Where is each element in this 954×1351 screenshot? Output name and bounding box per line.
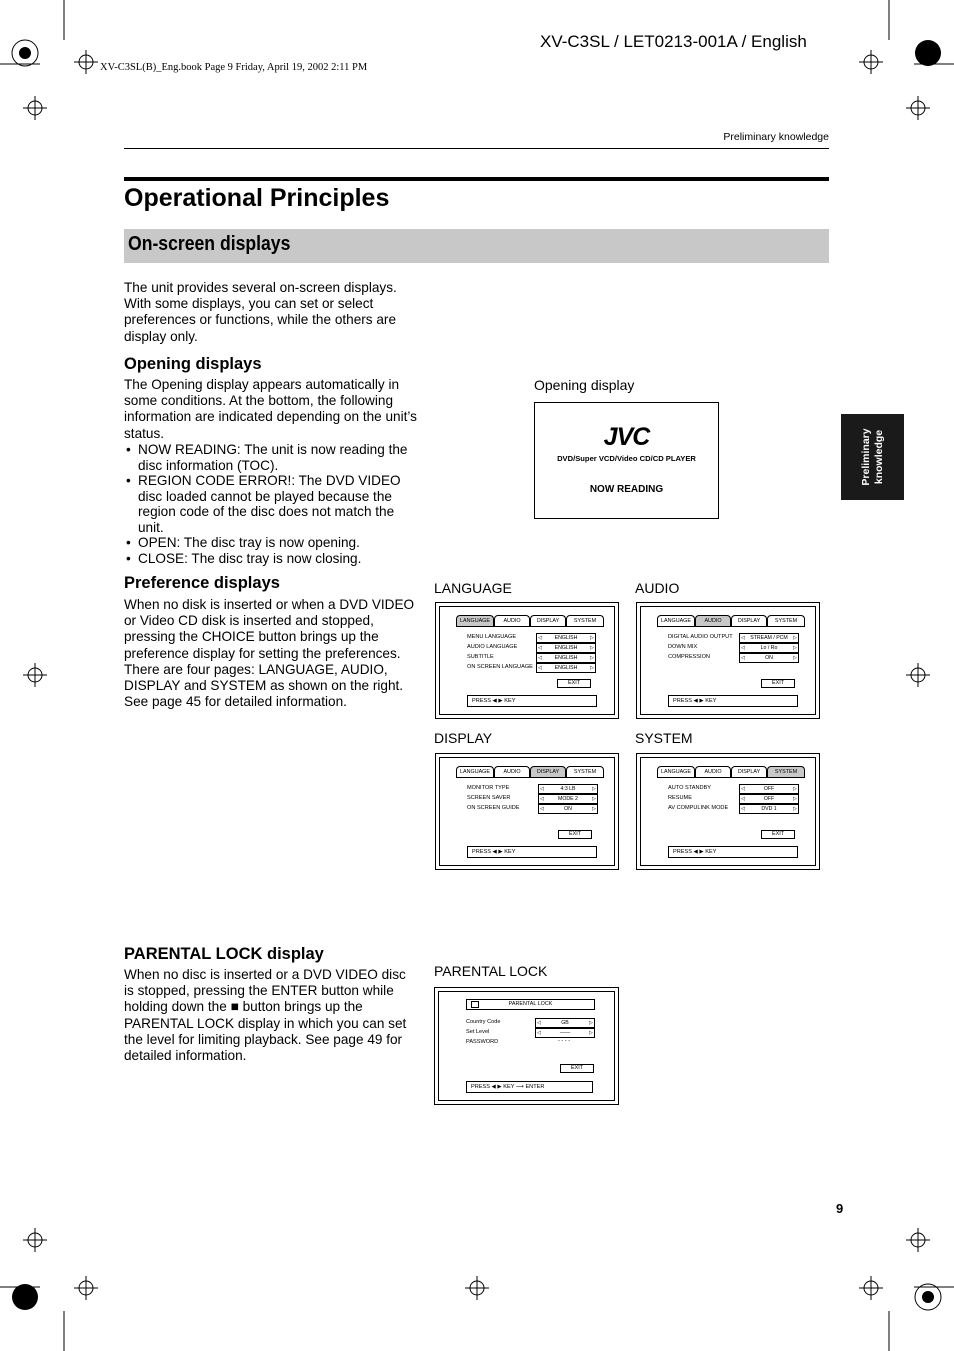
press-key-hint: PRESS ◀ ▶ KEY ⟶ ENTER [466, 1081, 593, 1093]
exit-button: EXIT [558, 830, 592, 839]
exit-button: EXIT [761, 679, 795, 688]
screen-frame [439, 757, 615, 866]
setting-label: DOWN MIX [668, 644, 698, 650]
setting-value: ◁ MODE 2 ▷ [540, 796, 596, 802]
screen-frame [640, 606, 816, 715]
opening-heading: Opening displays [124, 355, 262, 373]
setting-value: ◁ —— ▷ [537, 1030, 593, 1036]
setting-value: ◁ STREAM / PCM ▷ [741, 635, 797, 641]
side-tab-line2: knowledge [872, 429, 885, 485]
opening-display-screen [534, 402, 719, 519]
opening-paragraph: The Opening display appears automatically in some conditions. At the bottom, the following information are indicated depending on the unit’s status. [124, 377, 417, 441]
section-label: Preliminary knowledge [723, 131, 829, 143]
tab-language: LANGUAGE [456, 615, 494, 626]
header-rule [124, 148, 829, 149]
setting-value: ◁ DVD 1 ▷ [741, 806, 797, 812]
screen-frame [438, 991, 615, 1101]
exit-button: EXIT [761, 830, 795, 839]
parental-lock-title: PARENTAL LOCK [466, 999, 595, 1010]
setting-value: ◁ ON ▷ [741, 655, 797, 661]
jvc-logo: JVC [603, 423, 650, 451]
setting-label: SCREEN SAVER [467, 795, 511, 801]
preference-paragraph: When no disk is inserted or when a DVD VIDEO or Video CD disk is inserted and stopped, pressing the CHOICE button brings up the preference display for setting the preferences. There are four pages: LANGUAGE, AUDIO, DISPLAY and SYSTEM as shown on the right. See page 45 for detailed information. [124, 597, 415, 710]
section-subtitle: On-screen displays [128, 233, 291, 255]
language-caption: LANGUAGE [434, 580, 512, 596]
title-bar [124, 177, 829, 181]
parental-lock-caption: PARENTAL LOCK [434, 963, 548, 979]
stop-icon: ■ [230, 999, 239, 1015]
press-key-hint: PRESS ◀ ▶ KEY [668, 846, 798, 858]
setting-value: ◁ GB ▷ [537, 1020, 593, 1026]
press-key-hint: PRESS ◀ ▶ KEY [467, 695, 597, 707]
setting-value: ◁ ENGLISH ▷ [538, 655, 594, 661]
opening-display-caption: Opening display [534, 377, 635, 393]
audio-caption: AUDIO [635, 580, 680, 596]
language-preference-screen [435, 602, 619, 719]
setting-value: ◁ OFF ▷ [741, 796, 797, 802]
audio-preference-screen [636, 602, 820, 719]
tab-system: SYSTEM [767, 615, 805, 626]
setting-label: AV COMPULINK MODE [668, 805, 729, 811]
setting-label: ON SCREEN LANGUAGE [467, 664, 533, 670]
exit-button: EXIT [557, 679, 591, 688]
press-key-hint: PRESS ◀ ▶ KEY [467, 846, 597, 858]
setting-label: ON SCREEN GUIDE [467, 805, 520, 811]
setting-value: ◁ 4:3 LB ▷ [540, 786, 596, 792]
setting-value: ◁ ENGLISH ▷ [538, 645, 594, 651]
tab-display: DISPLAY [731, 766, 767, 777]
tab-display: DISPLAY [530, 766, 566, 777]
display-preference-screen [435, 753, 619, 870]
parental-paragraph [124, 967, 419, 1064]
intro-paragraph: The unit provides several on-screen displays. With some displays, you can set or select preferences or functions, while the others are display only. [124, 280, 397, 344]
tab-audio: AUDIO [494, 615, 530, 626]
setting-label: AUTO STANDBY [668, 785, 711, 791]
system-preference-screen [636, 753, 820, 870]
tab-audio: AUDIO [695, 615, 731, 626]
tab-language: LANGUAGE [456, 766, 494, 777]
preference-heading: Preference displays [124, 574, 280, 592]
press-key-hint: PRESS ◀ ▶ KEY [668, 695, 798, 707]
parental-text-after: button brings up the PARENTAL LOCK display in which you can set the level for limiting playback. See page 49 for detailed information. [124, 999, 407, 1064]
list-item: • OPEN: The disc tray is now opening. [124, 535, 419, 551]
list-item: • REGION CODE ERROR!: The DVD VIDEO disc loaded cannot be played because the region code of the disc does not match the unit. [124, 473, 419, 535]
exit-button: EXIT [560, 1064, 594, 1073]
setting-label: SUBTITLE [467, 654, 494, 660]
lock-icon [471, 1001, 479, 1008]
opening-status-list [124, 442, 419, 566]
setting-value: ◁ OFF ▷ [741, 786, 797, 792]
player-type-label: DVD/Super VCD/Video CD/CD PLAYER [557, 454, 696, 463]
setting-label: Set Level [466, 1029, 490, 1035]
password-value: - - - - [557, 1038, 571, 1044]
setting-value: ◁ ENGLISH ▷ [538, 635, 594, 641]
tab-display: DISPLAY [731, 615, 767, 626]
book-info: XV-C3SL(B)_Eng.book Page 9 Friday, April 19, 2002 2:11 PM [100, 62, 368, 73]
status-text: NOW READING [589, 484, 664, 495]
side-tab [841, 414, 904, 500]
list-item: • CLOSE: The disc tray is now closing. [124, 551, 419, 567]
setting-label: PASSWORD [466, 1039, 499, 1045]
tab-audio: AUDIO [695, 766, 731, 777]
setting-label: Country Code [466, 1019, 501, 1025]
list-item: • NOW READING: The unit is now reading the disc information (TOC). [124, 442, 419, 473]
setting-label: MENU LANGUAGE [467, 634, 517, 640]
tab-display: DISPLAY [530, 615, 566, 626]
system-caption: SYSTEM [635, 730, 693, 746]
tab-audio: AUDIO [494, 766, 530, 777]
display-caption: DISPLAY [434, 730, 493, 746]
setting-value: ◁ Lo / Ro ▷ [741, 645, 797, 651]
setting-label: MONITOR TYPE [467, 785, 510, 791]
setting-value: ◁ ON ▷ [540, 806, 596, 812]
parental-lock-screen [434, 987, 619, 1105]
setting-label: COMPRESSION [668, 654, 710, 660]
document-id: XV-C3SL / LET0213-001A / English [540, 32, 807, 51]
tab-system: SYSTEM [767, 766, 805, 777]
setting-label: DIGITAL AUDIO OUTPUT [668, 634, 733, 640]
parental-heading: PARENTAL LOCK display [124, 945, 324, 963]
page-number: 9 [836, 1201, 844, 1216]
parental-text-before: When no disc is inserted or a DVD VIDEO disc is stopped, pressing the ENTER button while holding down the [124, 967, 406, 1015]
tab-language: LANGUAGE [657, 615, 695, 626]
side-tab-line1: Preliminary [859, 428, 872, 486]
screen-frame [640, 757, 816, 866]
setting-value: ◁ ENGLISH ▷ [538, 665, 594, 671]
screen-frame [439, 606, 615, 715]
tab-language: LANGUAGE [657, 766, 695, 777]
setting-label: AUDIO LANGUAGE [467, 644, 518, 650]
tab-system: SYSTEM [566, 766, 604, 777]
tab-system: SYSTEM [566, 615, 604, 626]
setting-label: RESUME [668, 795, 692, 801]
page-title: Operational Principles [124, 184, 390, 212]
